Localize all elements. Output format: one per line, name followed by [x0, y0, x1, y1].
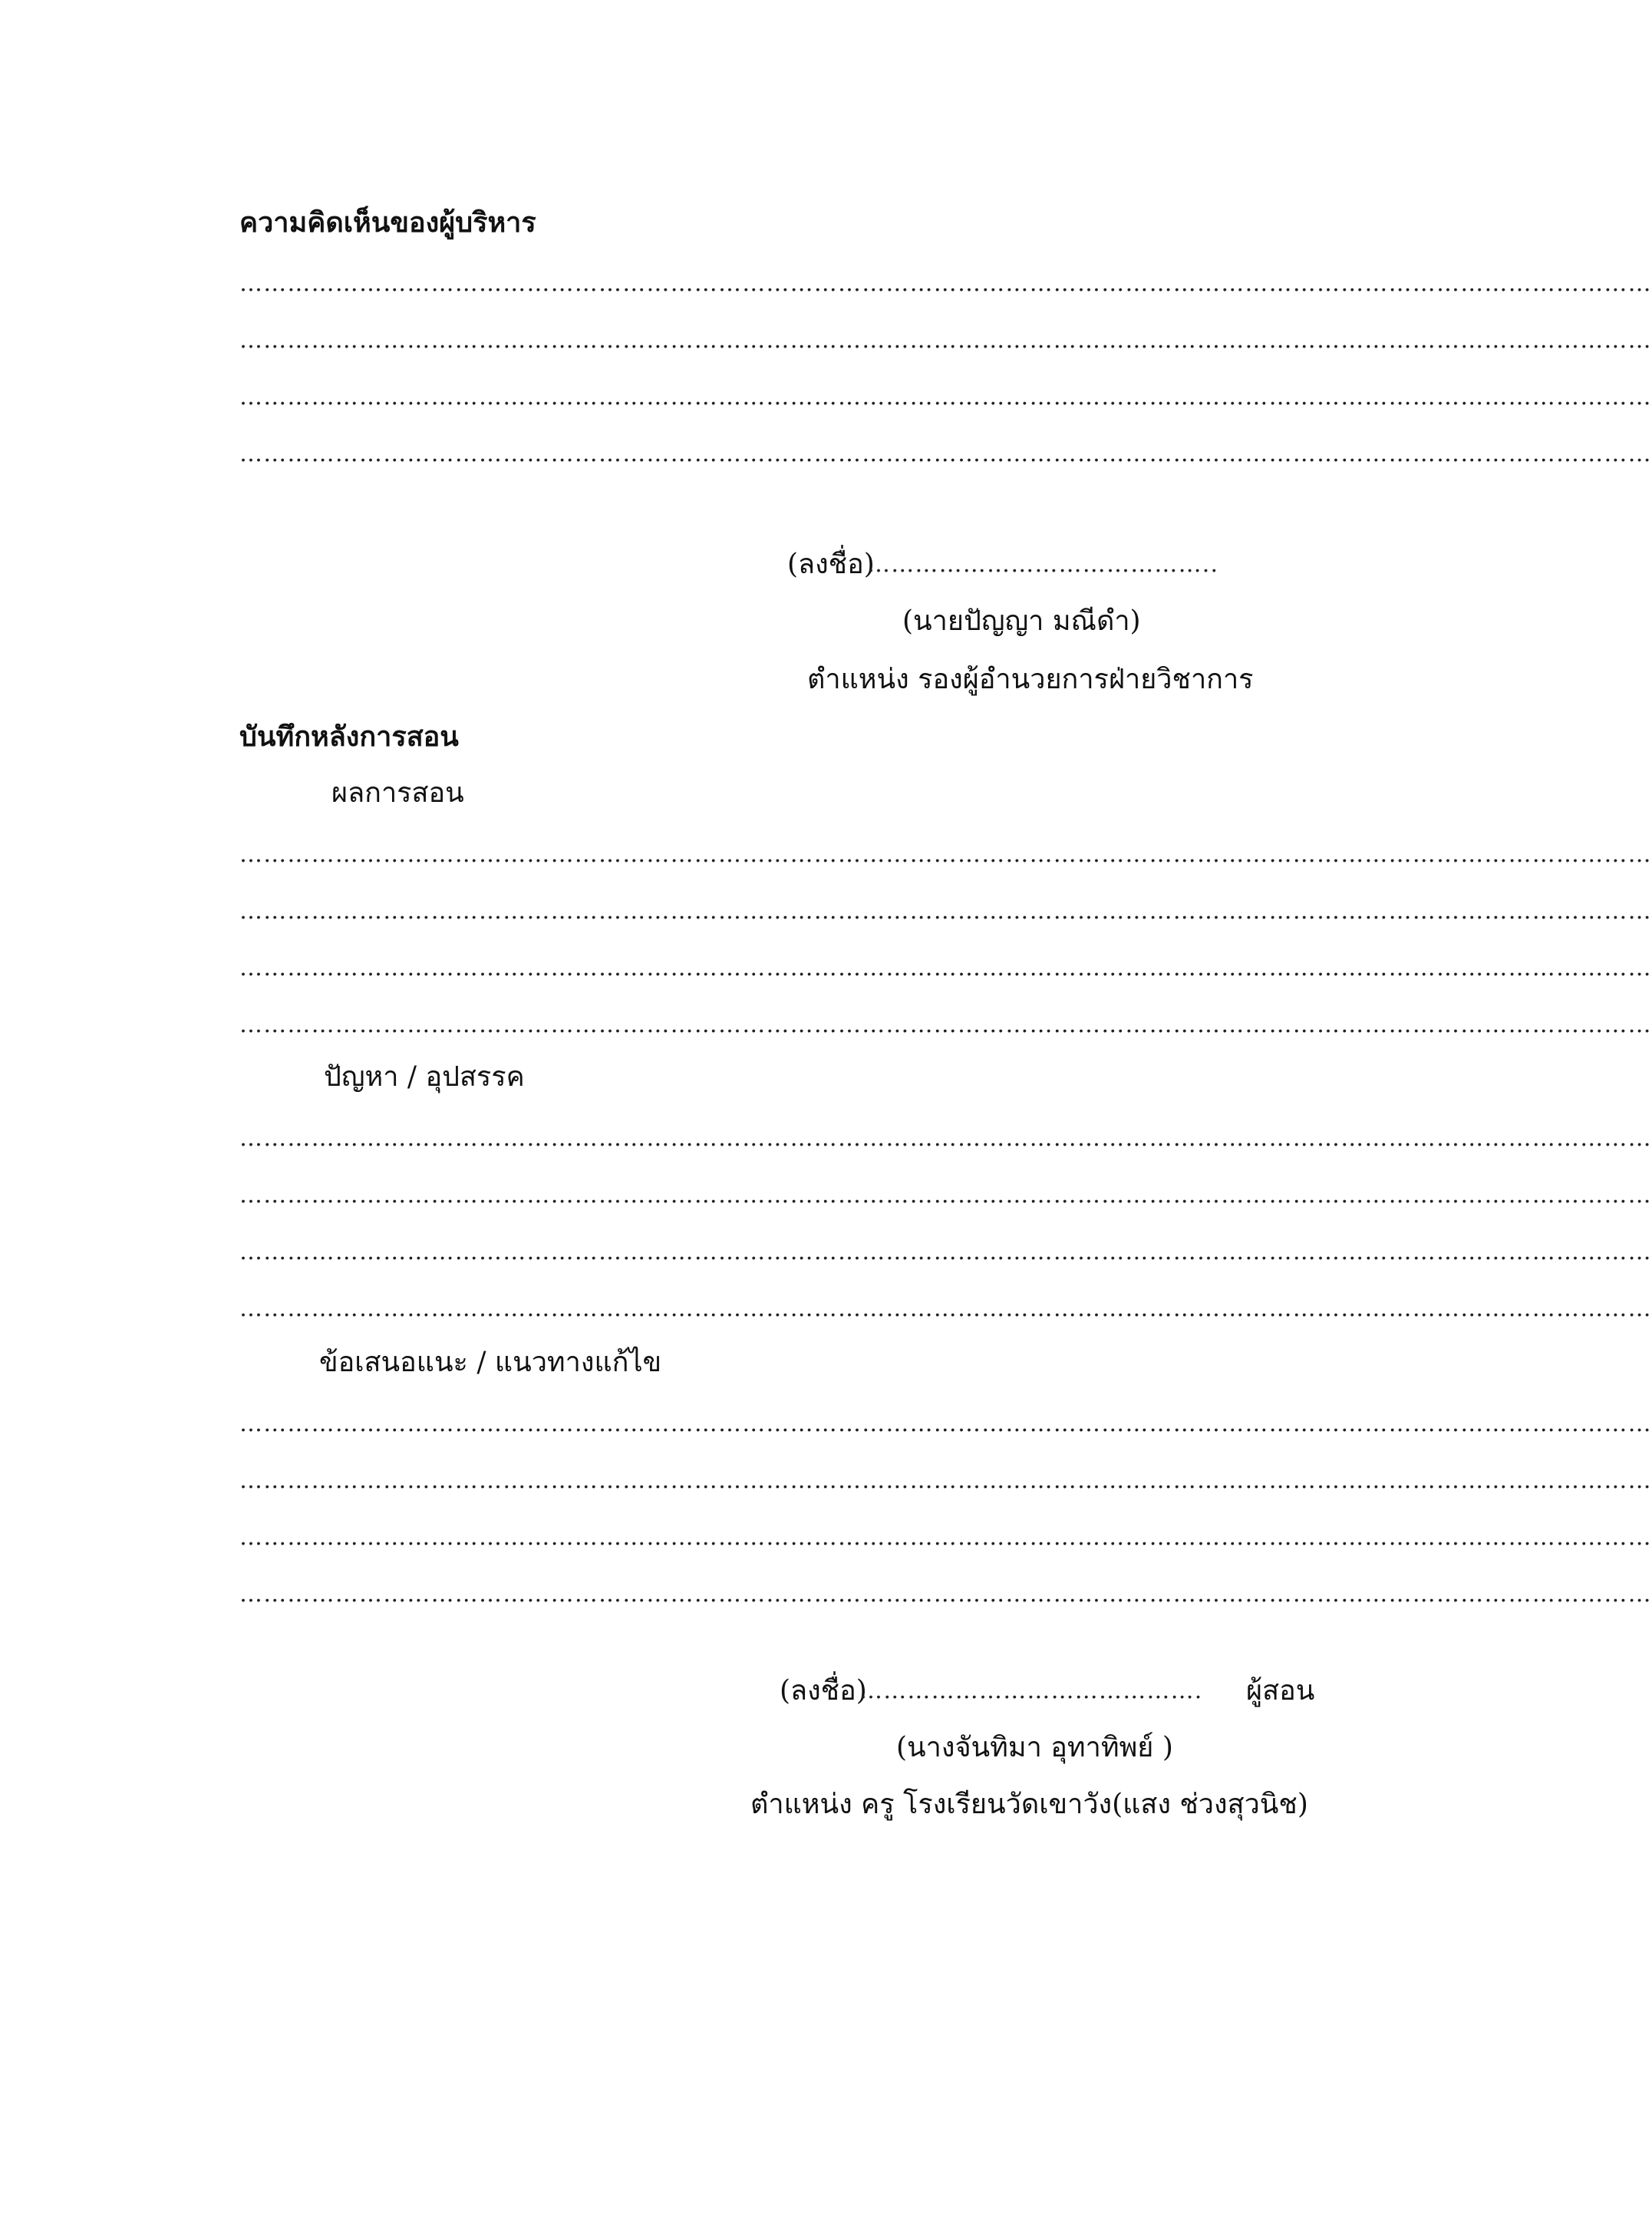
teacher-signature-suffix: ผู้สอน — [1246, 1675, 1315, 1707]
suggestions-line-1: …………………………………………………………………………………………………………………………………………………………… — [239, 1410, 1652, 1437]
admin-comment-heading: ความคิดเห็นของผู้บริหาร — [239, 206, 536, 239]
teacher-name: (นางจันทิมา อุทาทิพย์ ) — [896, 1732, 1173, 1763]
admin-comment-line-2: …………………………………………………………………………………………………………………………………………………………… — [239, 327, 1652, 354]
admin-comment-line-1: …………………………………………………………………………………………………………………………………………………………… — [239, 270, 1652, 297]
results-line-4: …………………………………………………………………………………………………………………………………………………………… — [239, 1011, 1652, 1038]
teacher-signature-line: ……………………………………. — [859, 1677, 1203, 1704]
admin-comment-line-3: …………………………………………………………………………………………………………………………………………………………… — [239, 384, 1652, 411]
admin-comment-line-4: …………………………………………………………………………………………………………………………………………………………… — [239, 440, 1652, 467]
post-teaching-heading: บันทึกหลังการสอน — [239, 721, 459, 753]
suggestions-line-2: …………………………………………………………………………………………………………………………………………………………… — [239, 1467, 1652, 1494]
results-line-2: …………………………………………………………………………………………………………………………………………………………… — [239, 898, 1652, 925]
problems-line-3: …………………………………………………………………………………………………………………………………………………………… — [239, 1238, 1652, 1265]
suggestions-label: ข้อเสนอแนะ / แนวทางแก้ไข — [319, 1347, 662, 1378]
problems-label: ปัญหา / อุปสรรค — [324, 1061, 525, 1093]
results-label: ผลการสอน — [331, 777, 464, 809]
suggestions-line-4: …………………………………………………………………………………………………………………………………………………………… — [239, 1581, 1652, 1608]
teacher-position: ตำแหน่ง ครู โรงเรียนวัดเขาวัง(แสง ช่วงสุวนิช) — [750, 1789, 1308, 1820]
results-line-1: …………………………………………………………………………………………………………………………………………………………… — [239, 841, 1652, 868]
teacher-signature-prefix: (ลงชื่อ) — [780, 1675, 867, 1707]
admin-name: (นายปัญญา มณีดำ) — [902, 605, 1141, 637]
results-line-3: …………………………………………………………………………………………………………………………………………………………… — [239, 955, 1652, 981]
admin-position: ตำแหน่ง รองผู้อำนวยการฝ่ายวิชาการ — [807, 664, 1254, 695]
admin-signature-line: …………………………………….. — [867, 551, 1219, 578]
admin-signature-prefix: (ลงชื่อ) — [787, 549, 875, 580]
problems-line-2: …………………………………………………………………………………………………………………………………………………………… — [239, 1182, 1652, 1209]
problems-line-1: …………………………………………………………………………………………………………………………………………………………… — [239, 1125, 1652, 1152]
suggestions-line-3: …………………………………………………………………………………………………………………………………………………………… — [239, 1524, 1652, 1551]
problems-line-4: …………………………………………………………………………………………………………………………………………………………… — [239, 1295, 1652, 1322]
